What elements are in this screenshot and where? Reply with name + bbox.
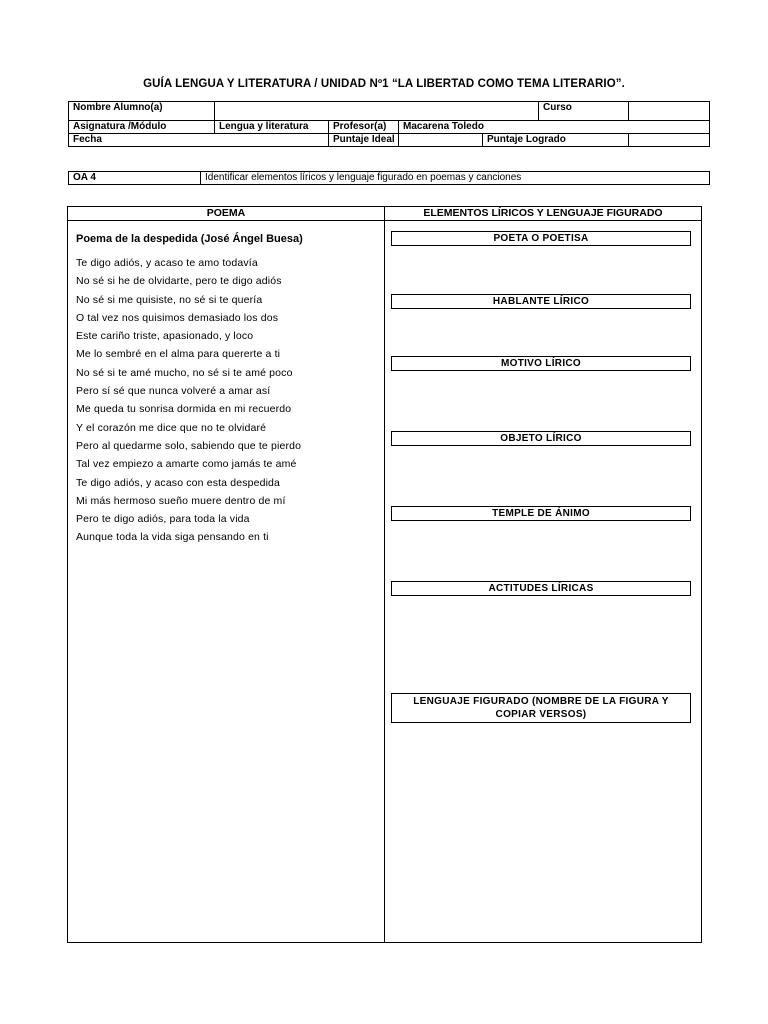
verse: Este cariño triste, apasionado, y loco (76, 330, 254, 343)
poeta-heading: POETA O POETISA (391, 231, 691, 246)
verse: O tal vez nos quisimos demasiado los dos (76, 311, 279, 324)
asignatura-label: Asignatura /Módulo (69, 121, 215, 134)
puntaje-logrado-label: Puntaje Logrado (483, 134, 629, 147)
verse: No sé si me quisiste, no sé si te quería (76, 293, 263, 306)
puntaje-logrado-field[interactable] (629, 134, 710, 147)
verse: Te digo adiós, y acaso te amo todavía (76, 257, 258, 269)
asignatura-value: Lengua y literatura (215, 121, 329, 134)
curso-field[interactable] (629, 102, 710, 121)
lenguaje-figurado-heading: LENGUAJE FIGURADO (NOMBRE DE LA FIGURA Y COPIAR VERSOS) (391, 693, 691, 723)
verse: Pero sí sé que nunca volveré a amar así (76, 385, 271, 398)
verse: Tal vez empiezo a amarte como jamás te amé (76, 458, 297, 471)
curso-label: Curso (539, 102, 629, 121)
poem-verses (76, 254, 301, 547)
oa-code: OA 4 (69, 172, 201, 185)
verse: Mi más hermoso sueño muere dentro de mí (76, 494, 286, 507)
objeto-heading: OBJETO LÍRICO (391, 431, 691, 446)
objective-table (68, 171, 710, 185)
verse: Te digo adiós, y acaso con esta despedida (76, 476, 281, 489)
verse: Me queda tu sonrisa dormida en mi recuerdo (76, 403, 292, 416)
worksheet-table (67, 206, 702, 943)
motivo-heading: MOTIVO LÍRICO (391, 356, 691, 371)
hablante-heading: HABLANTE LÍRICO (391, 294, 691, 309)
page-title: GUÍA LENGUA Y LITERATURA / UNIDAD Nº1 “LA LIBERTAD COMO TEMA LITERARIO”. (143, 78, 625, 90)
verse: Pero al quedarme solo, sabiendo que te pierdo (76, 439, 302, 452)
oa-objective: Identificar elementos líricos y lenguaje figurado en poemas y canciones (201, 172, 710, 185)
column-divider (384, 207, 385, 942)
temple-heading: TEMPLE DE ÁNIMO (391, 506, 691, 521)
profesor-label: Profesor(a) (329, 121, 399, 134)
fecha-label: Fecha (69, 134, 329, 147)
profesor-value: Macarena Toledo (399, 121, 710, 134)
actitudes-heading: ACTITUDES LÍRICAS (391, 581, 691, 596)
nombre-field[interactable] (215, 102, 539, 121)
verse: Aunque toda la vida siga pensando en ti (76, 531, 269, 544)
puntaje-ideal-field[interactable] (399, 134, 483, 147)
student-info-table (68, 101, 710, 147)
poem-column-header: POEMA (68, 207, 384, 221)
verse: No sé si te amé mucho, no sé si te amé poco (76, 366, 293, 379)
verse: Me lo sembré en el alma para quererte a ti (76, 348, 281, 361)
verse: Y el corazón me dice que no te olvidaré (76, 421, 267, 434)
verse: No sé si he de olvidarte, pero te digo adiós (76, 275, 282, 288)
nombre-label: Nombre Alumno(a) (69, 102, 215, 121)
puntaje-ideal-label: Puntaje Ideal (329, 134, 399, 147)
verse: Pero te digo adiós, para toda la vida (76, 513, 250, 526)
poem-title: Poema de la despedida (José Ángel Buesa) (76, 233, 303, 245)
elements-column-header: ELEMENTOS LÍRICOS Y LENGUAJE FIGURADO (385, 207, 701, 221)
